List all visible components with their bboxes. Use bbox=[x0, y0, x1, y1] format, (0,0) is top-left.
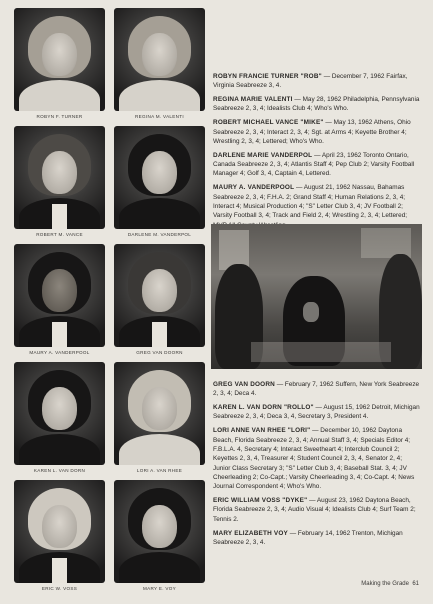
portrait-robyn-turner bbox=[14, 8, 105, 111]
portrait-maury-vanderpool bbox=[14, 244, 105, 347]
portrait-darlene-vanderpol bbox=[114, 126, 205, 229]
section-title: Making the Grade bbox=[361, 581, 409, 587]
entry-greg-van-doorn: GREG VAN DOORN — February 7, 1962 Suffern, New York Seabreeze 2, 3, 4; Deca 4. bbox=[213, 381, 420, 398]
portrait-robert-vance bbox=[14, 126, 105, 229]
caption-greg-van-doorn: GREG VAN DOORN bbox=[136, 350, 183, 355]
candid-classroom-photo bbox=[211, 224, 422, 369]
portrait-lori-van-rhee bbox=[114, 362, 205, 465]
caption-regina-valenti: REGINA M. VALENTI bbox=[135, 114, 184, 119]
caption-robert-vance: ROBERT M. VANCE bbox=[36, 232, 83, 237]
entry-karen-van-dorn: KAREN L. VAN DORN "ROLLO" — August 15, 1962 Detroit, Michigan Seabreeze 2, 3, 4; Deca 3, 4, Secretary 3, President 4. bbox=[213, 404, 420, 421]
page-footer bbox=[361, 581, 419, 587]
portrait-eric-voss bbox=[14, 480, 105, 583]
caption-karen-van-dorn: KAREN L. VAN DORN bbox=[33, 468, 86, 473]
portrait-mary-voy bbox=[114, 480, 205, 583]
caption-darlene-vanderpol: DARLENE M. VANDERPOL bbox=[127, 232, 192, 237]
portrait-greg-van-doorn bbox=[114, 244, 205, 347]
caption-lori-van-rhee: LORI A. VAN RHEE bbox=[136, 468, 183, 473]
caption-eric-voss: ERIC W. VOSS bbox=[41, 586, 78, 591]
portrait-karen-van-dorn bbox=[14, 362, 105, 465]
senior-entries-top bbox=[213, 72, 421, 234]
senior-entries-bottom bbox=[213, 380, 421, 552]
caption-robyn-turner: ROBYN F. TURNER bbox=[36, 114, 83, 119]
entry-robyn-turner: ROBYN FRANCIE TURNER "ROB" — December 7, 1962 Fairfax, Virginia Seabreeze 3, 4. bbox=[213, 73, 408, 90]
entry-regina-valenti: REGINA MARIE VALENTI — May 28, 1962 Philadelphia, Pennsylvania Seabreeze 2, 3, 4; Idealists Club 4; Who's Who. bbox=[213, 96, 420, 113]
caption-mary-voy: MARY E. VOY bbox=[143, 586, 176, 591]
entry-mary-voy: MARY ELIZABETH VOY — February 14, 1962 Trenton, Michigan Seabreeze 2, 3, 4. bbox=[213, 529, 403, 546]
entry-darlene-vanderpol: DARLENE MARIE VANDERPOL — April 23, 1962 Toronto Ontario, Canada Seabreeze 2, 3, 4; Atlantis Staff 4; Pep Club 2; Varsity Football Manager 4; Golf 3, 4, Captain 4, Lettered. bbox=[213, 151, 415, 178]
portrait-regina-valenti bbox=[114, 8, 205, 111]
caption-maury-vanderpool: MAURY A. VANDERPOOL bbox=[29, 350, 90, 355]
entry-robert-vance: ROBERT MICHAEL VANCE "MIKE" — May 13, 1962 Athens, Ohio Seabreeze 2, 3, 4; Interact 2, 3, 4; Sgt. at Arms 4; Keyette Brother 4; Wrestling 2, 3, 4; Lettered; Who's Who. bbox=[213, 119, 411, 145]
page-number: 61 bbox=[412, 581, 419, 587]
entry-eric-voss: ERIC WILLIAM VOSS "DYKE" — August 23, 1962 Daytona Beach, Florida Seabreeze 2, 3, 4; Audio Visual 4; Idealists Club 4; Surf Team 2; Tennis 2. bbox=[213, 497, 416, 523]
entry-maury-vanderpool: MAURY A. VANDERPOOL — August 21, 1962 Nassau, Bahamas Seabreeze 2, 3, 4; F.H.A. 2; Grand Staff 4; Human Relations 2, 3, 4; Interact 4; Musical Production 4; "S" Letter Club 3, 4; JV Football 2; Varsity Football 3, 4; Track and Field 2, 4; Wrestling 2, 3, 4; Lettered; bbox=[213, 184, 408, 220]
entry-lori-van-rhee: LORI ANNE VAN RHEE "LORI" — December 10, 1962 Daytona Beach, Florida Seabreeze 2, 3, 4; Annual Staff 3, 4; Specials Editor 4; F.B.L.A. 4, Secretary 4; Interact Sweetheart 4; Interclub Council 2; Keyettes 2, 3, 4, Treasurer 4; Student Council 2, 3, 4, Senator 2, 4; Junior Class Secretary 3; "S" Letter Club 3, 4; Baseball Stat. 3, 4; JV Cheerleading 2; Co-Capt.; Varsity Cheerleading 3, 4; Co-Capt. 4; News Journal Correspondent 4; Who's Who. bbox=[213, 427, 415, 491]
